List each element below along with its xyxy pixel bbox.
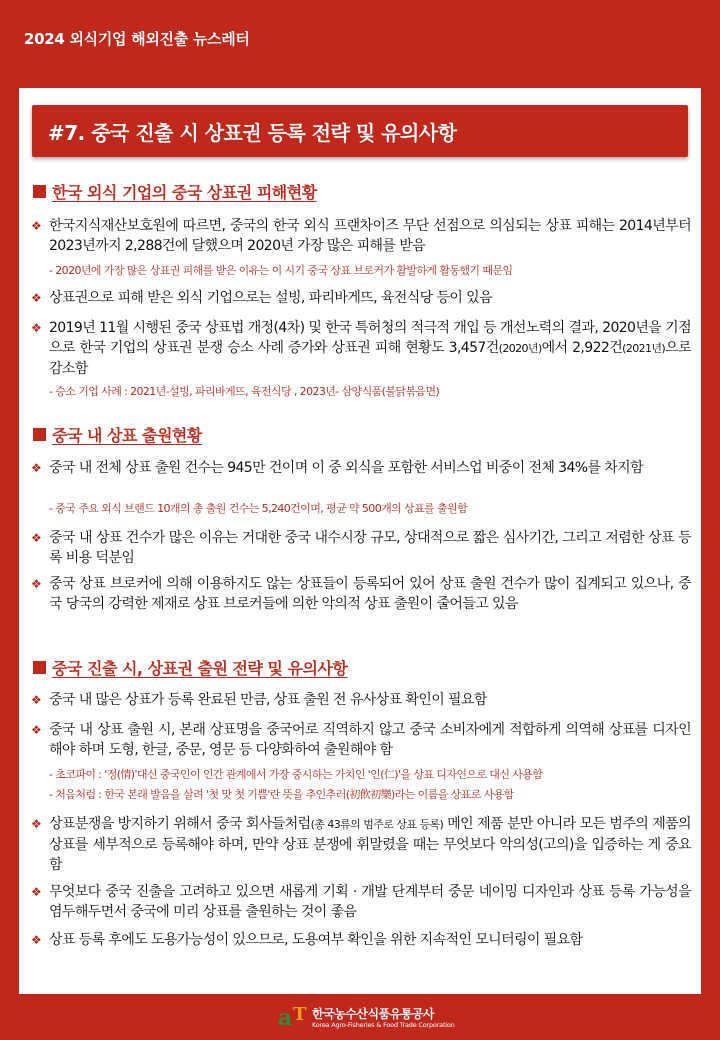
- section-heading-filings: 중국 내 상표 출원현황: [33, 423, 202, 446]
- diamond-bullet-icon: ❖: [31, 531, 42, 545]
- at-logo-icon: a T: [278, 1004, 307, 1031]
- newsletter-label: 2024 외식기업 해외진출 뉴스레터: [24, 30, 250, 48]
- list-item: ❖ 중국 상표 브로커에 의해 이용하지도 않는 상표들이 등록되어 있어 상표 출원 건수가 많이 집계되고 있으나, 중국 당국의 강력한 제재로 상표 브로커들에 의한 악의적 상표 출원이 줄어들고 있음: [31, 576, 691, 612]
- square-marker-icon: [33, 185, 46, 198]
- page-title: #7. 중국 진출 시 상표권 등록 전략 및 유의사항: [48, 120, 457, 145]
- diamond-bullet-icon: ❖: [31, 723, 42, 737]
- sub-note: - 초코파이 : '정(情)'대신 중국인이 인간 관계에서 가장 중시하는 가치인 '인(仁)'을 상표 디자인으로 대신 사용함: [49, 768, 543, 781]
- list-item: ❖ 중국 내 상표 건수가 많은 이유는 거대한 중국 내수시장 규모, 상대적으로 짧은 심사기간, 그리고 저렴한 상표 등록 비용 덕분임: [31, 530, 691, 566]
- list-item: ❖ 상표권으로 피해 받은 외식 기업으로는 설빙, 파리바게뜨, 육전식당 등이 있음: [31, 290, 492, 306]
- list-item: ❖ 중국 내 많은 상표가 등록 완료된 만큼, 상표 출원 전 유사상표 확인이 필요함: [31, 692, 487, 708]
- section-heading-damage: 한국 외식 기업의 중국 상표권 피해현황: [33, 180, 317, 203]
- sub-note: - 처음처럼 : 한국 본래 발음을 살려 '첫 맛 첫 기쁨'란 뜻을 추인추러(初飲初樂)라는 이름을 상표로 사용함: [49, 788, 514, 801]
- diamond-bullet-icon: ❖: [31, 817, 42, 831]
- diamond-bullet-icon: ❖: [31, 933, 42, 947]
- diamond-bullet-icon: ❖: [31, 321, 42, 335]
- list-item: ❖ 중국 내 상표 출원 시, 본래 상표명을 중국어로 직역하지 않고 중국 소비자에게 적합하게 의역해 상표를 디자인 해야 하며 도형, 한글, 중문, 영문 등 다양화하여 출원해야 함: [31, 722, 691, 758]
- list-item: ❖ 상표분쟁을 방지하기 위해서 중국 회사들처럼(총 43류의 범주로 상표 등록) 메인 제품 분만 아니라 모든 범주의 제품의 상표를 세부적으로 등록해야 하며, 만약 상표 분쟁에 휘말렸을 때는 무엇보다 악의성(고의)을 입증하는 게 중요함: [31, 816, 691, 873]
- diamond-bullet-icon: ❖: [31, 693, 42, 707]
- sub-note: - 2020년에 가장 많은 상표권 피해를 받은 이유는 이 시기 중국 상표 브로커가 활발하게 활동했기 때문임: [49, 264, 513, 277]
- title-banner: [32, 105, 688, 157]
- list-item: ❖ 2019년 11월 시행된 중국 상표법 개정(4차) 및 한국 특허청의 적극적 개입 등 개선노력의 결과, 2020년을 기점으로 한국 기업의 상표권 분쟁 승소 사례 증가와 상표권 피해 현황도 3,457건(2020년)에서 2,922건(2021년)으로 감소함: [31, 320, 691, 377]
- sub-note: - 승소 기업 사례 : 2021년-설빙, 파리바게뜨, 육전식당 , 2023년- 삼양식품(불닭볶음면): [49, 385, 440, 398]
- square-marker-icon: [33, 428, 46, 441]
- diamond-bullet-icon: ❖: [31, 219, 42, 233]
- square-marker-icon: [33, 661, 46, 674]
- list-item: ❖ 중국 내 전체 상표 출원 건수는 945만 건이며 이 중 외식을 포함한 서비스업 비중이 전체 34%를 차지함: [31, 460, 644, 476]
- list-item: ❖ 한국지식재산보호원에 따르면, 중국의 한국 외식 프랜차이즈 무단 선점으로 의심되는 상표 피해는 2014년부터 2023년까지 2,288건에 달했으며 2020년 가장 많은 피해를 받음: [31, 218, 691, 254]
- diamond-bullet-icon: ❖: [31, 577, 42, 591]
- diamond-bullet-icon: ❖: [31, 291, 42, 305]
- diamond-bullet-icon: ❖: [31, 461, 42, 475]
- diamond-bullet-icon: ❖: [31, 885, 42, 899]
- sub-note: - 중국 주요 외식 브랜드 10개의 총 출원 건수는 5,240건이며, 평균 약 500개의 상표를 출원함: [49, 502, 468, 515]
- list-item: ❖ 상표 등록 후에도 도용가능성이 있으므로, 도용여부 확인을 위한 지속적인 모니터링이 필요함: [31, 932, 583, 948]
- newsletter-page: [19, 88, 701, 994]
- at-logo: [278, 1004, 455, 1032]
- section-heading-strategy: 중국 진출 시, 상표권 출원 전략 및 유의사항: [33, 656, 347, 679]
- org-name: 한국농수산식품유통공사 Korea Agro-Fisheries & Food Trade Corporation: [312, 1007, 455, 1029]
- list-item: ❖ 무엇보다 중국 진출을 고려하고 있으면 새롭게 기획 · 개발 단계부터 중문 네이밍 디자인과 상표 등록 가능성을 염두해두면서 중국에 미리 상표를 출원하는 것이 좋음: [31, 884, 691, 920]
